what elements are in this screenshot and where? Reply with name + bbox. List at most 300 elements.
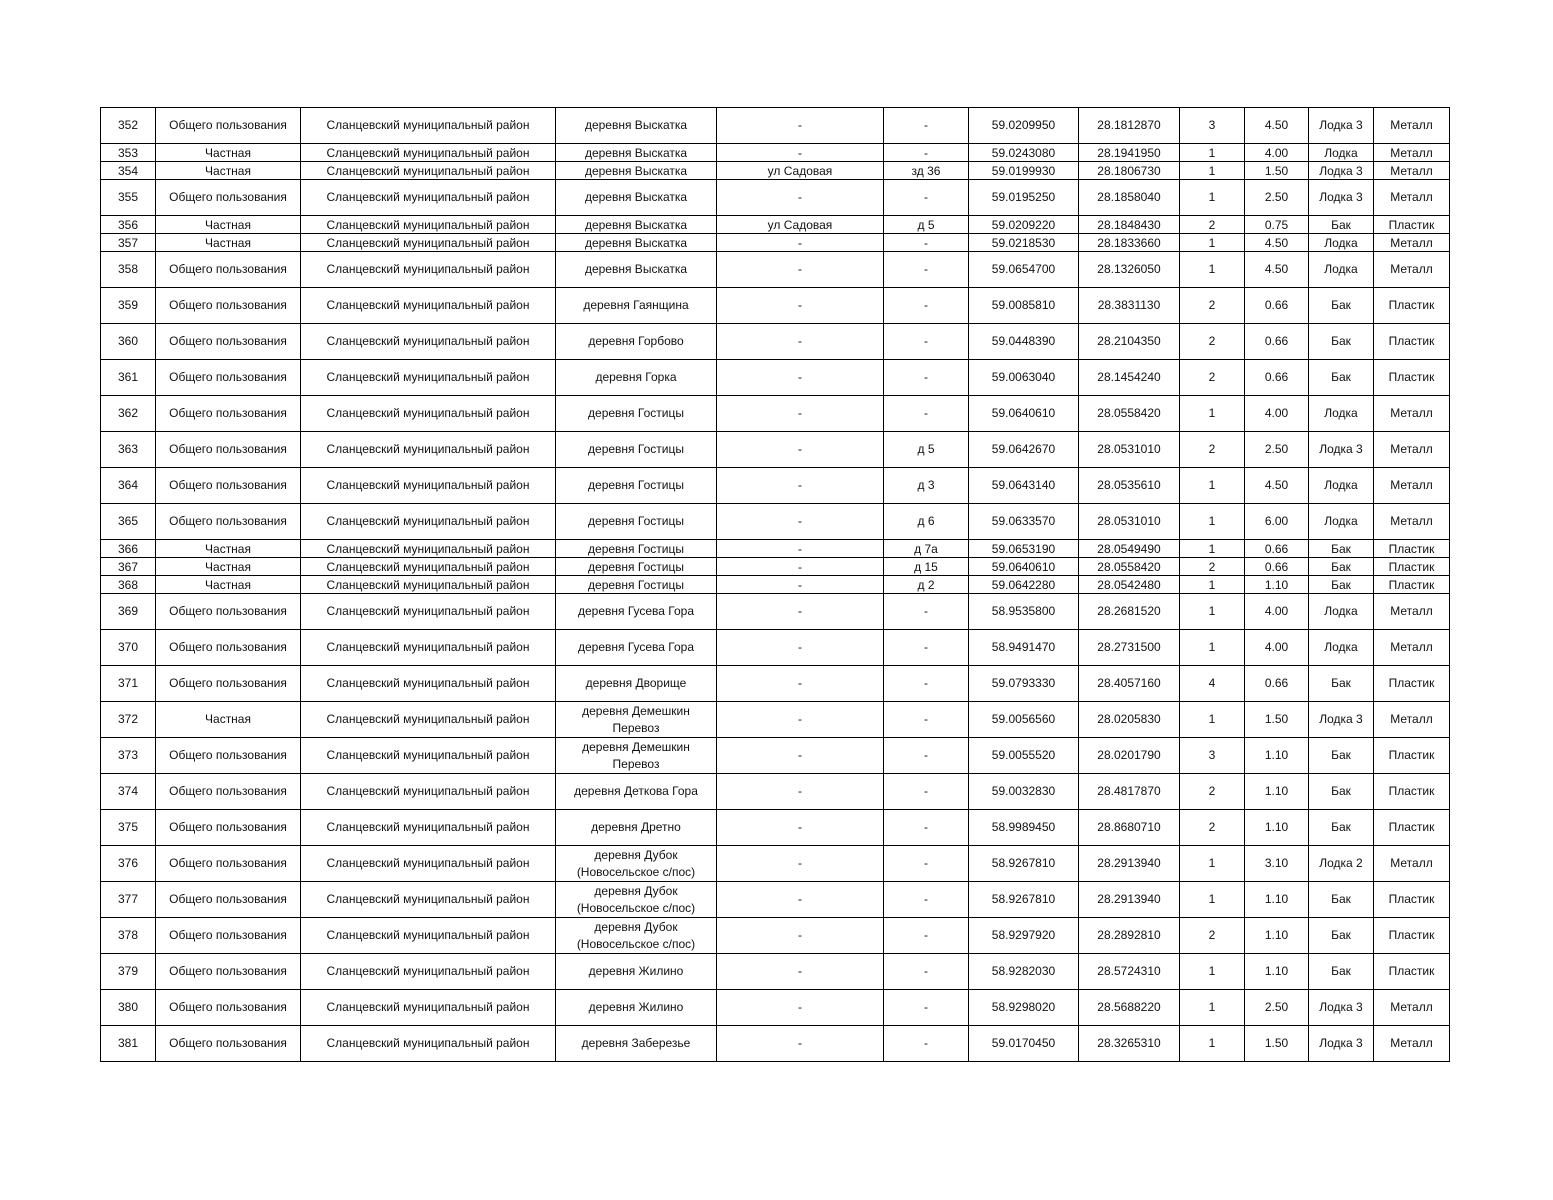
cell-longitude: 28.1812870 (1079, 108, 1180, 144)
cell-street: - (717, 738, 884, 774)
cell-latitude: 58.9297920 (969, 918, 1079, 954)
cell-row-number: 352 (101, 108, 156, 144)
cell-street: - (717, 702, 884, 738)
cell-latitude: 59.0209220 (969, 216, 1079, 234)
cell-settlement: деревня Гостицы (556, 540, 717, 558)
cell-district: Сланцевский муниципальный район (301, 468, 556, 504)
cell-volume: 1.10 (1245, 738, 1309, 774)
cell-row-number: 367 (101, 558, 156, 576)
cell-ownership-type: Общего пользования (156, 846, 301, 882)
cell-latitude: 59.0209950 (969, 108, 1079, 144)
cell-longitude: 28.0531010 (1079, 504, 1180, 540)
cell-material: Металл (1374, 1026, 1450, 1062)
table-row (101, 558, 1450, 576)
cell-volume: 4.00 (1245, 144, 1309, 162)
cell-longitude: 28.8680710 (1079, 810, 1180, 846)
cell-street: - (717, 288, 884, 324)
table-row (101, 954, 1450, 990)
cell-container-count: 1 (1180, 144, 1245, 162)
cell-volume: 6.00 (1245, 504, 1309, 540)
cell-street: - (717, 432, 884, 468)
cell-settlement: деревня Гусева Гора (556, 630, 717, 666)
cell-longitude: 28.0558420 (1079, 558, 1180, 576)
cell-street: - (717, 396, 884, 432)
cell-row-number: 363 (101, 432, 156, 468)
cell-container-count: 2 (1180, 360, 1245, 396)
cell-longitude: 28.0205830 (1079, 702, 1180, 738)
cell-row-number: 356 (101, 216, 156, 234)
cell-ownership-type: Общего пользования (156, 432, 301, 468)
cell-volume: 4.50 (1245, 234, 1309, 252)
cell-material: Металл (1374, 144, 1450, 162)
cell-longitude: 28.2681520 (1079, 594, 1180, 630)
cell-container-type: Бак (1309, 666, 1374, 702)
cell-volume: 1.10 (1245, 954, 1309, 990)
cell-longitude: 28.5724310 (1079, 954, 1180, 990)
cell-material: Пластик (1374, 738, 1450, 774)
cell-container-type: Бак (1309, 558, 1374, 576)
cell-building: - (884, 396, 969, 432)
cell-row-number: 377 (101, 882, 156, 918)
cell-container-type: Лодка (1309, 396, 1374, 432)
cell-street: - (717, 360, 884, 396)
cell-building: д 5 (884, 432, 969, 468)
table-row (101, 288, 1450, 324)
cell-container-count: 1 (1180, 594, 1245, 630)
cell-material: Металл (1374, 702, 1450, 738)
cell-latitude: 59.0056560 (969, 702, 1079, 738)
cell-row-number: 373 (101, 738, 156, 774)
cell-settlement: деревня Демешкин Перевоз (556, 738, 717, 774)
cell-container-count: 2 (1180, 288, 1245, 324)
cell-district: Сланцевский муниципальный район (301, 144, 556, 162)
cell-row-number: 375 (101, 810, 156, 846)
cell-settlement: деревня Деткова Гора (556, 774, 717, 810)
cell-building: - (884, 882, 969, 918)
cell-building: - (884, 702, 969, 738)
cell-settlement: деревня Выскатка (556, 234, 717, 252)
cell-settlement: деревня Дубок (Новосельское с/пос) (556, 846, 717, 882)
cell-longitude: 28.1858040 (1079, 180, 1180, 216)
cell-ownership-type: Общего пользования (156, 180, 301, 216)
cell-material: Металл (1374, 504, 1450, 540)
cell-ownership-type: Общего пользования (156, 990, 301, 1026)
cell-latitude: 59.0055520 (969, 738, 1079, 774)
cell-ownership-type: Частная (156, 234, 301, 252)
cell-street: - (717, 954, 884, 990)
cell-street: - (717, 180, 884, 216)
cell-row-number: 366 (101, 540, 156, 558)
cell-settlement: деревня Гаянщина (556, 288, 717, 324)
cell-ownership-type: Частная (156, 576, 301, 594)
cell-latitude: 59.0654700 (969, 252, 1079, 288)
table-row (101, 594, 1450, 630)
cell-district: Сланцевский муниципальный район (301, 810, 556, 846)
cell-settlement: деревня Жилино (556, 990, 717, 1026)
cell-row-number: 380 (101, 990, 156, 1026)
cell-street: - (717, 918, 884, 954)
cell-material: Пластик (1374, 576, 1450, 594)
cell-row-number: 372 (101, 702, 156, 738)
cell-longitude: 28.0531010 (1079, 432, 1180, 468)
cell-ownership-type: Общего пользования (156, 108, 301, 144)
cell-row-number: 379 (101, 954, 156, 990)
cell-row-number: 374 (101, 774, 156, 810)
table-row (101, 702, 1450, 738)
cell-longitude: 28.5688220 (1079, 990, 1180, 1026)
cell-street: - (717, 630, 884, 666)
cell-building: д 3 (884, 468, 969, 504)
cell-row-number: 371 (101, 666, 156, 702)
cell-latitude: 58.9267810 (969, 882, 1079, 918)
cell-ownership-type: Общего пользования (156, 468, 301, 504)
cell-building: - (884, 234, 969, 252)
cell-district: Сланцевский муниципальный район (301, 162, 556, 180)
cell-latitude: 59.0643140 (969, 468, 1079, 504)
cell-volume: 0.66 (1245, 324, 1309, 360)
cell-street: - (717, 540, 884, 558)
cell-district: Сланцевский муниципальный район (301, 432, 556, 468)
cell-district: Сланцевский муниципальный район (301, 954, 556, 990)
cell-street: - (717, 810, 884, 846)
cell-street: - (717, 882, 884, 918)
cell-district: Сланцевский муниципальный район (301, 252, 556, 288)
table-row (101, 252, 1450, 288)
table-row (101, 432, 1450, 468)
table-row (101, 738, 1450, 774)
cell-street: - (717, 468, 884, 504)
cell-settlement: деревня Гостицы (556, 432, 717, 468)
cell-district: Сланцевский муниципальный район (301, 396, 556, 432)
cell-container-count: 2 (1180, 558, 1245, 576)
cell-container-type: Бак (1309, 918, 1374, 954)
cell-settlement: деревня Выскатка (556, 180, 717, 216)
cell-street: - (717, 774, 884, 810)
cell-ownership-type: Общего пользования (156, 918, 301, 954)
cell-volume: 0.66 (1245, 540, 1309, 558)
cell-street: - (717, 252, 884, 288)
cell-row-number: 358 (101, 252, 156, 288)
cell-settlement: деревня Гостицы (556, 468, 717, 504)
cell-material: Металл (1374, 630, 1450, 666)
cell-latitude: 59.0170450 (969, 1026, 1079, 1062)
cell-row-number: 381 (101, 1026, 156, 1062)
cell-building: - (884, 288, 969, 324)
cell-longitude: 28.1806730 (1079, 162, 1180, 180)
cell-volume: 1.50 (1245, 702, 1309, 738)
cell-container-type: Лодка (1309, 504, 1374, 540)
cell-ownership-type: Частная (156, 162, 301, 180)
table-row (101, 360, 1450, 396)
cell-container-count: 1 (1180, 162, 1245, 180)
cell-building: - (884, 180, 969, 216)
table-row (101, 576, 1450, 594)
cell-container-count: 2 (1180, 810, 1245, 846)
cell-street: - (717, 558, 884, 576)
cell-ownership-type: Общего пользования (156, 504, 301, 540)
cell-container-type: Лодка (1309, 234, 1374, 252)
cell-building: - (884, 954, 969, 990)
table-row (101, 810, 1450, 846)
table-row (101, 630, 1450, 666)
cell-settlement: деревня Гостицы (556, 558, 717, 576)
cell-volume: 4.00 (1245, 594, 1309, 630)
cell-volume: 4.50 (1245, 252, 1309, 288)
cell-building: - (884, 108, 969, 144)
cell-container-count: 2 (1180, 774, 1245, 810)
cell-material: Металл (1374, 990, 1450, 1026)
cell-ownership-type: Общего пользования (156, 738, 301, 774)
cell-building: - (884, 144, 969, 162)
cell-material: Металл (1374, 846, 1450, 882)
cell-container-count: 1 (1180, 252, 1245, 288)
cell-container-type: Лодка 3 (1309, 108, 1374, 144)
cell-longitude: 28.4817870 (1079, 774, 1180, 810)
cell-container-count: 3 (1180, 738, 1245, 774)
cell-latitude: 59.0032830 (969, 774, 1079, 810)
table-row (101, 990, 1450, 1026)
cell-street: - (717, 504, 884, 540)
table-row (101, 666, 1450, 702)
cell-settlement: деревня Выскатка (556, 252, 717, 288)
cell-street: - (717, 576, 884, 594)
cell-latitude: 59.0642670 (969, 432, 1079, 468)
cell-district: Сланцевский муниципальный район (301, 594, 556, 630)
cell-ownership-type: Общего пользования (156, 594, 301, 630)
cell-container-type: Лодка 2 (1309, 846, 1374, 882)
cell-ownership-type: Общего пользования (156, 396, 301, 432)
cell-longitude: 28.1326050 (1079, 252, 1180, 288)
cell-latitude: 59.0195250 (969, 180, 1079, 216)
cell-volume: 1.50 (1245, 162, 1309, 180)
cell-ownership-type: Общего пользования (156, 324, 301, 360)
cell-settlement: деревня Дубок (Новосельское с/пос) (556, 918, 717, 954)
cell-latitude: 58.9282030 (969, 954, 1079, 990)
cell-container-type: Бак (1309, 576, 1374, 594)
cell-container-count: 1 (1180, 882, 1245, 918)
table-row (101, 846, 1450, 882)
cell-ownership-type: Частная (156, 216, 301, 234)
cell-material: Металл (1374, 234, 1450, 252)
cell-settlement: деревня Горка (556, 360, 717, 396)
cell-district: Сланцевский муниципальный район (301, 1026, 556, 1062)
cell-volume: 1.50 (1245, 1026, 1309, 1062)
table-row (101, 774, 1450, 810)
cell-material: Металл (1374, 108, 1450, 144)
cell-ownership-type: Общего пользования (156, 252, 301, 288)
cell-row-number: 370 (101, 630, 156, 666)
cell-settlement: деревня Гусева Гора (556, 594, 717, 630)
cell-building: - (884, 774, 969, 810)
cell-building: - (884, 360, 969, 396)
cell-district: Сланцевский муниципальный район (301, 180, 556, 216)
cell-latitude: 59.0199930 (969, 162, 1079, 180)
cell-container-type: Лодка 3 (1309, 180, 1374, 216)
cell-district: Сланцевский муниципальный район (301, 738, 556, 774)
cell-building: д 5 (884, 216, 969, 234)
table-row (101, 540, 1450, 558)
cell-volume: 0.66 (1245, 360, 1309, 396)
cell-container-type: Бак (1309, 774, 1374, 810)
cell-ownership-type: Общего пользования (156, 630, 301, 666)
cell-building: - (884, 846, 969, 882)
cell-longitude: 28.2913940 (1079, 882, 1180, 918)
cell-longitude: 28.0549490 (1079, 540, 1180, 558)
cell-longitude: 28.2104350 (1079, 324, 1180, 360)
cell-container-count: 2 (1180, 216, 1245, 234)
table-row (101, 162, 1450, 180)
cell-row-number: 355 (101, 180, 156, 216)
cell-container-type: Лодка (1309, 594, 1374, 630)
cell-longitude: 28.2892810 (1079, 918, 1180, 954)
cell-latitude: 58.9267810 (969, 846, 1079, 882)
cell-building: д 15 (884, 558, 969, 576)
cell-latitude: 59.0063040 (969, 360, 1079, 396)
cell-settlement: деревня Выскатка (556, 162, 717, 180)
cell-longitude: 28.3265310 (1079, 1026, 1180, 1062)
cell-street: - (717, 846, 884, 882)
cell-container-type: Лодка (1309, 468, 1374, 504)
cell-settlement: деревня Дубок (Новосельское с/пос) (556, 882, 717, 918)
cell-row-number: 359 (101, 288, 156, 324)
cell-row-number: 376 (101, 846, 156, 882)
cell-district: Сланцевский муниципальный район (301, 576, 556, 594)
cell-street: - (717, 234, 884, 252)
table-row (101, 918, 1450, 954)
table-row (101, 216, 1450, 234)
cell-material: Металл (1374, 432, 1450, 468)
cell-row-number: 354 (101, 162, 156, 180)
cell-container-count: 1 (1180, 504, 1245, 540)
cell-ownership-type: Частная (156, 558, 301, 576)
cell-latitude: 58.9491470 (969, 630, 1079, 666)
cell-latitude: 59.0793330 (969, 666, 1079, 702)
cell-district: Сланцевский муниципальный район (301, 288, 556, 324)
cell-container-type: Бак (1309, 324, 1374, 360)
cell-street: - (717, 666, 884, 702)
cell-settlement: деревня Жилино (556, 954, 717, 990)
cell-volume: 0.66 (1245, 288, 1309, 324)
cell-street: ул Садовая (717, 162, 884, 180)
cell-container-type: Лодка 3 (1309, 1026, 1374, 1062)
cell-building: - (884, 324, 969, 360)
cell-container-type: Бак (1309, 360, 1374, 396)
cell-latitude: 59.0642280 (969, 576, 1079, 594)
cell-material: Пластик (1374, 882, 1450, 918)
cell-material: Пластик (1374, 810, 1450, 846)
cell-district: Сланцевский муниципальный район (301, 882, 556, 918)
cell-district: Сланцевский муниципальный район (301, 666, 556, 702)
cell-district: Сланцевский муниципальный район (301, 918, 556, 954)
cell-ownership-type: Общего пользования (156, 774, 301, 810)
cell-street: - (717, 324, 884, 360)
cell-street: - (717, 990, 884, 1026)
table-row (101, 396, 1450, 432)
cell-volume: 0.66 (1245, 666, 1309, 702)
cell-district: Сланцевский муниципальный район (301, 540, 556, 558)
cell-building: - (884, 738, 969, 774)
cell-settlement: деревня Выскатка (556, 144, 717, 162)
cell-container-count: 1 (1180, 1026, 1245, 1062)
cell-district: Сланцевский муниципальный район (301, 702, 556, 738)
cell-longitude: 28.0535610 (1079, 468, 1180, 504)
cell-container-type: Лодка 3 (1309, 432, 1374, 468)
cell-building: д 7а (884, 540, 969, 558)
cell-material: Пластик (1374, 918, 1450, 954)
cell-ownership-type: Общего пользования (156, 288, 301, 324)
cell-container-count: 1 (1180, 846, 1245, 882)
cell-district: Сланцевский муниципальный район (301, 108, 556, 144)
cell-latitude: 58.9298020 (969, 990, 1079, 1026)
cell-container-count: 1 (1180, 954, 1245, 990)
cell-settlement: деревня Дворище (556, 666, 717, 702)
cell-building: - (884, 1026, 969, 1062)
cell-settlement: деревня Гостицы (556, 396, 717, 432)
cell-district: Сланцевский муниципальный район (301, 558, 556, 576)
table-row (101, 468, 1450, 504)
cell-row-number: 365 (101, 504, 156, 540)
cell-container-type: Бак (1309, 216, 1374, 234)
cell-row-number: 361 (101, 360, 156, 396)
cell-container-type: Бак (1309, 540, 1374, 558)
cell-container-count: 1 (1180, 234, 1245, 252)
cell-ownership-type: Частная (156, 540, 301, 558)
cell-longitude: 28.0542480 (1079, 576, 1180, 594)
cell-longitude: 28.1848430 (1079, 216, 1180, 234)
table-row (101, 180, 1450, 216)
cell-district: Сланцевский муниципальный район (301, 504, 556, 540)
cell-street: - (717, 1026, 884, 1062)
cell-container-count: 2 (1180, 432, 1245, 468)
cell-street: - (717, 594, 884, 630)
cell-row-number: 353 (101, 144, 156, 162)
cell-container-type: Лодка (1309, 252, 1374, 288)
cell-latitude: 59.0640610 (969, 558, 1079, 576)
cell-district: Сланцевский муниципальный район (301, 990, 556, 1026)
cell-container-count: 3 (1180, 108, 1245, 144)
cell-settlement: деревня Горбово (556, 324, 717, 360)
cell-material: Металл (1374, 252, 1450, 288)
cell-settlement: деревня Дретно (556, 810, 717, 846)
cell-latitude: 59.0448390 (969, 324, 1079, 360)
cell-ownership-type: Общего пользования (156, 360, 301, 396)
cell-material: Металл (1374, 594, 1450, 630)
cell-ownership-type: Общего пользования (156, 1026, 301, 1062)
cell-building: - (884, 666, 969, 702)
cell-material: Пластик (1374, 288, 1450, 324)
cell-material: Пластик (1374, 666, 1450, 702)
cell-material: Пластик (1374, 324, 1450, 360)
cell-material: Пластик (1374, 216, 1450, 234)
cell-material: Металл (1374, 396, 1450, 432)
cell-settlement: деревня Выскатка (556, 108, 717, 144)
cell-building: д 6 (884, 504, 969, 540)
cell-volume: 2.50 (1245, 990, 1309, 1026)
cell-volume: 4.50 (1245, 108, 1309, 144)
cell-district: Сланцевский муниципальный район (301, 216, 556, 234)
cell-row-number: 368 (101, 576, 156, 594)
cell-building: - (884, 810, 969, 846)
cell-container-count: 1 (1180, 702, 1245, 738)
cell-district: Сланцевский муниципальный район (301, 774, 556, 810)
cell-material: Пластик (1374, 360, 1450, 396)
cell-latitude: 59.0243080 (969, 144, 1079, 162)
cell-latitude: 59.0633570 (969, 504, 1079, 540)
cell-container-count: 4 (1180, 666, 1245, 702)
cell-district: Сланцевский муниципальный район (301, 324, 556, 360)
cell-row-number: 364 (101, 468, 156, 504)
cell-row-number: 378 (101, 918, 156, 954)
